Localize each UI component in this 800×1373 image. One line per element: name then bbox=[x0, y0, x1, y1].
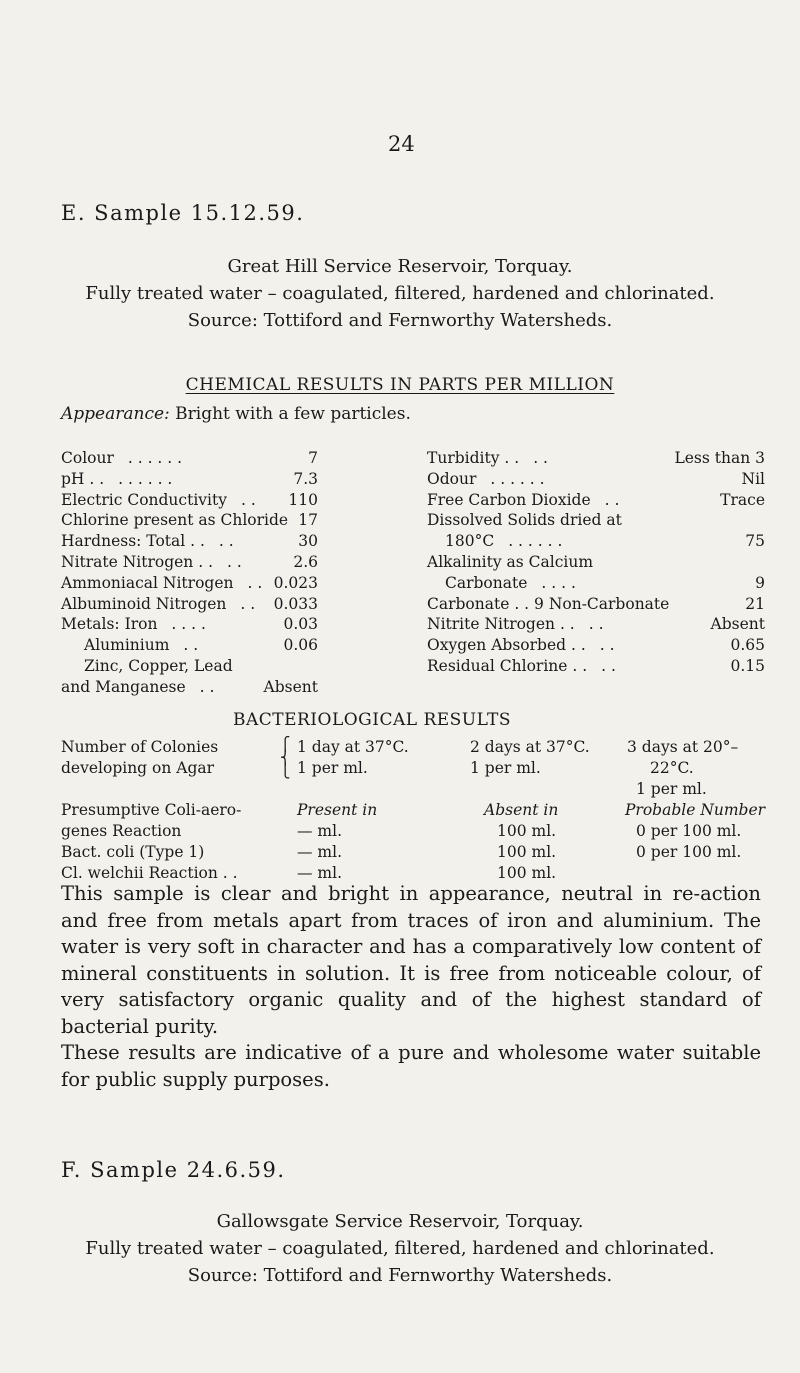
chem-right-value: 9 bbox=[755, 573, 765, 592]
chem-left-value: 2.6 bbox=[293, 553, 318, 571]
leader-dots: . . bbox=[218, 532, 234, 551]
chem-left-value: 7.3 bbox=[293, 469, 318, 488]
chem-left-label: pH . . . . . . . . bbox=[61, 469, 173, 488]
chem-left-label: Nitrate Nitrogen . . . . bbox=[61, 553, 242, 571]
chem-right-label: 180°C . . . . . . bbox=[445, 532, 563, 551]
bact-row-present: — ml. bbox=[297, 863, 343, 882]
chemical-results-heading: CHEMICAL RESULTS IN PARTS PER MILLION bbox=[185, 375, 615, 395]
col1-count: 1 per ml. bbox=[297, 759, 368, 777]
chem-left-label: Electric Conductivity . . bbox=[61, 490, 256, 509]
chem-left-value: 0.03 bbox=[283, 615, 318, 634]
bact-row-label: genes Reaction bbox=[61, 822, 182, 840]
chem-left-label: Chlorine present as Chloride bbox=[61, 511, 289, 530]
chem-left-value: 7 bbox=[308, 449, 318, 467]
chem-right-value: Trace bbox=[720, 490, 765, 509]
bact-row-label: Bact. coli (Type 1) bbox=[61, 842, 205, 861]
leader-dots: . . bbox=[247, 573, 263, 592]
col3-label-2: 22°C. bbox=[650, 759, 694, 777]
chem-right-label: Oxygen Absorbed . . . . bbox=[427, 636, 615, 655]
chem-left-value: 0.06 bbox=[283, 636, 318, 655]
sample-e-heading: E. Sample 15.12.59. bbox=[61, 201, 305, 225]
sample-e-source: Source: Tottiford and Fernworthy Watersheds. bbox=[187, 310, 613, 331]
absent-in-header: Absent in bbox=[484, 801, 559, 819]
chem-right-value: Nil bbox=[741, 469, 765, 488]
sample-f-treatment: Fully treated water – coagulated, filtered, hardened and chlorinated. bbox=[85, 1238, 715, 1259]
chem-left-label: Metals: Iron . . . . bbox=[61, 615, 206, 634]
chem-right-label: Turbidity . . . . bbox=[427, 449, 548, 467]
appearance-line bbox=[61, 404, 411, 424]
chem-right-value: 75 bbox=[745, 532, 765, 551]
bact-row-probable: 0 per 100 ml. bbox=[636, 822, 742, 840]
chem-right-label: Free Carbon Dioxide . . bbox=[427, 490, 620, 509]
chem-left-label: Colour . . . . . . bbox=[61, 449, 183, 467]
leader-dots: . . bbox=[227, 553, 242, 571]
leader-dots: . . bbox=[604, 490, 620, 509]
conclusion-paragraph: These results are indicative of a pure and wholesome water suitable for public supply purposes. bbox=[61, 1041, 761, 1091]
col1-label: 1 day at 37°C. bbox=[297, 738, 409, 756]
colonies-label-1: Number of Colonies bbox=[61, 738, 219, 756]
bacteriological-heading: BACTERIOLOGICAL RESULTS bbox=[232, 710, 512, 730]
leader-dots: . . . . bbox=[171, 615, 206, 634]
leader-dots: . . bbox=[240, 490, 256, 509]
leader-dots: . . . . . . bbox=[490, 469, 545, 488]
leader-dots: . . bbox=[240, 594, 256, 613]
bact-row-absent: 100 ml. bbox=[497, 842, 557, 861]
leader-dots: . . . . bbox=[541, 573, 576, 592]
leader-dots: . . bbox=[533, 449, 548, 467]
chem-right-label: Carbonate . . . . bbox=[445, 573, 576, 592]
presumptive-label: Presumptive Coli-aero- bbox=[61, 801, 242, 819]
bact-row-probable: 0 per 100 ml. bbox=[636, 842, 742, 861]
col2-count: 1 per ml. bbox=[470, 759, 541, 777]
chem-left-value: 0.023 bbox=[273, 573, 318, 592]
bact-row-present: — ml. bbox=[297, 822, 343, 840]
bact-row-present: — ml. bbox=[297, 842, 343, 861]
chem-right-value: Less than 3 bbox=[674, 449, 765, 467]
chem-left-label: Ammoniacal Nitrogen . . bbox=[61, 573, 263, 592]
chem-right-label: Alkalinity as Calcium bbox=[427, 553, 594, 571]
colonies-label-2: developing on Agar bbox=[61, 759, 215, 777]
col3-count: 1 per ml. bbox=[636, 780, 707, 798]
chem-left-label: Aluminium . . bbox=[84, 636, 199, 655]
sample-f-location: Gallowsgate Service Reservoir, Torquay. bbox=[216, 1211, 584, 1232]
chem-left-value: Absent bbox=[263, 677, 318, 696]
chem-right-label: Odour . . . . . . bbox=[427, 469, 545, 488]
leader-dots: . . . . . . bbox=[127, 449, 183, 467]
sample-f-source: Source: Tottiford and Fernworthy Watersheds. bbox=[187, 1265, 613, 1286]
leader-dots: . . . . . . bbox=[118, 469, 173, 488]
chem-left-value: 110 bbox=[288, 490, 318, 509]
leader-dots: . . bbox=[199, 677, 215, 696]
chem-right-value: 0.15 bbox=[730, 657, 765, 675]
bact-row-label: Cl. welchii Reaction . . bbox=[61, 863, 238, 882]
chem-right-value: 21 bbox=[745, 594, 765, 613]
brace-icon: ⎧ ⎨ ⎩ bbox=[280, 737, 291, 779]
leader-dots: . . bbox=[599, 636, 615, 655]
page-number: 24 bbox=[388, 132, 415, 156]
bact-row-absent: 100 ml. bbox=[497, 863, 557, 882]
sample-e-treatment: Fully treated water – coagulated, filtered, hardened and chlorinated. bbox=[85, 283, 715, 304]
leader-dots: . . bbox=[588, 615, 604, 634]
leader-dots: . . bbox=[183, 636, 199, 655]
chem-left-label: Hardness: Total . . . . bbox=[61, 532, 234, 551]
appearance-value: Bright with a few particles. bbox=[175, 404, 411, 424]
chem-left-value: 0.033 bbox=[273, 594, 318, 613]
chem-left-label: Albuminoid Nitrogen . . bbox=[61, 594, 256, 613]
chem-left-label: Zinc, Copper, Lead bbox=[84, 657, 233, 675]
chem-right-label: Dissolved Solids dried at bbox=[427, 511, 622, 530]
chem-right-label: Residual Chlorine . . . . bbox=[427, 657, 616, 675]
chem-left-label: and Manganese . . bbox=[61, 677, 215, 696]
probable-number-header: Probable Number bbox=[625, 801, 766, 819]
chem-right-value: Absent bbox=[710, 615, 765, 634]
sample-e-location: Great Hill Service Reservoir, Torquay. bbox=[227, 256, 573, 277]
bact-row-absent: 100 ml. bbox=[497, 822, 557, 840]
chem-right-label: Carbonate . . 9 Non-Carbonate bbox=[427, 594, 670, 613]
col3-label: 3 days at 20°– bbox=[627, 738, 739, 756]
summary-paragraph: This sample is clear and bright in appearance, neutral in re-action and free from metals apart from traces of iron and aluminium. The water is very soft in character and has a comparatively low content of mineral constituents in solution. It is free from noticeable colour, of very satisfactory organic quality and of the highest standard of bacterial purity. bbox=[61, 882, 761, 1038]
chem-right-value: 0.65 bbox=[730, 636, 765, 655]
leader-dots: . . bbox=[601, 657, 616, 675]
present-in-header: Present in bbox=[297, 801, 378, 819]
appearance-label: Appearance: bbox=[61, 404, 170, 424]
chem-right-label: Nitrite Nitrogen . . . . bbox=[427, 615, 604, 634]
leader-dots: . . . . . . bbox=[508, 532, 563, 551]
col2-label: 2 days at 37°C. bbox=[470, 738, 590, 756]
chem-left-value: 17 bbox=[298, 511, 318, 530]
chem-left-value: 30 bbox=[298, 532, 318, 551]
sample-f-heading: F. Sample 24.6.59. bbox=[61, 1158, 286, 1182]
